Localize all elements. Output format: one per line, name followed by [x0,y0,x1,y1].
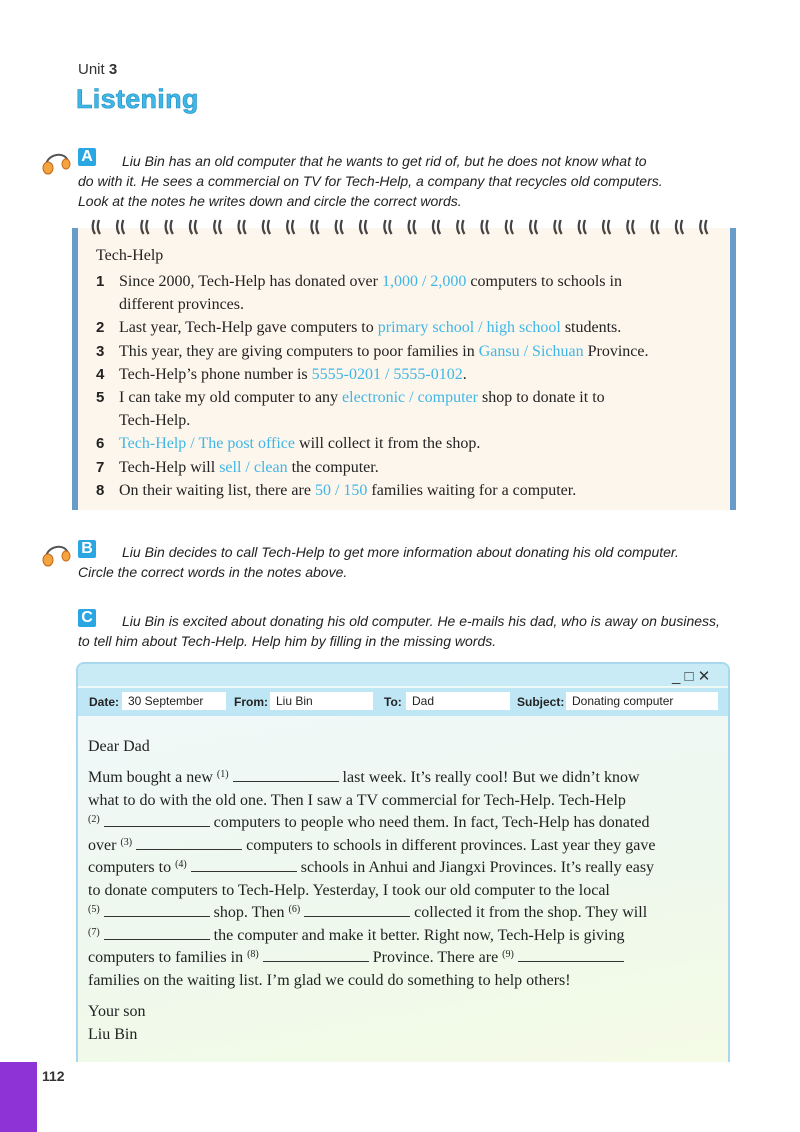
section-c-instruction-2: to tell him about Tech-Help. Help him by filling in the missing words. [78,633,497,649]
spiral-ring [627,220,634,234]
email-line: $^{(5)}$ shop. Then $^{(6)}$ collected it from the shop. They will [88,904,648,921]
headphones-icon [40,148,74,176]
email-line: to donate computers to Tech-Help. Yesterday, I took our old computer to the local [88,882,610,899]
answer-options[interactable]: sell / clean [219,458,288,476]
page-tab [0,1062,37,1132]
spiral-ring [506,220,513,234]
section-c-instruction-1: Liu Bin is excited about donating his old computer. He e-mails his dad, who is away on business, [122,613,720,629]
answer-options[interactable]: Tech-Help / The post office [119,435,296,453]
spiral-ring [336,220,343,234]
spiral-ring [603,220,610,234]
blank-2[interactable] [104,812,210,827]
section-a-badge: A [78,148,96,166]
spiral-ring [652,220,659,234]
section-a-instruction-3: Look at the notes he writes down and circle the correct words. [78,193,462,209]
section-a-instruction-2: do with it. He sees a commercial on TV for Tech-Help, a company that recycles old computers. [78,173,663,189]
subject-field[interactable]: Donating computer [566,692,718,710]
to-label: To: [384,695,402,709]
email-line: Mum bought a new $^{(1)}$ last week. It’s really cool! But we didn’t know [88,769,640,786]
email-line: computers to $^{(4)}$ schools in Anhui and Jiangxi Provinces. It’s really easy [88,859,655,876]
from-label: From: [234,695,268,709]
email-line: $^{(7)}$ the computer and make it better. Right now, Tech-Help is giving [88,927,625,944]
blank-5[interactable] [104,902,210,917]
section-b-badge: B [78,540,96,558]
blank-3[interactable] [136,835,242,850]
window-controls[interactable]: _ □ ✕ [672,668,711,685]
note-number: 8 [96,481,105,499]
spiral-ring [676,220,683,234]
note-number: 3 [96,342,105,360]
blank-8[interactable] [263,947,369,962]
spiral-ring [117,220,124,234]
spiral-ring [360,220,367,234]
spiral-ring [93,220,100,234]
spiral-ring [190,220,197,234]
spiral-ring [457,220,464,234]
section-b-instruction-2: Circle the correct words in the notes above. [78,564,348,580]
email-line: computers to families in $^{(8)}$ Province. There are $^{(9)}$ [88,947,624,970]
from-field[interactable]: Liu Bin [270,692,373,710]
note-number: 5 [96,389,105,406]
blank-4[interactable] [191,857,297,872]
notepad-title: Tech-Help [96,247,164,264]
note-number: 2 [96,319,105,337]
blank-7[interactable] [104,925,210,940]
spiral-ring [700,220,707,234]
blank-1[interactable] [233,767,339,782]
unit-label: Unit 3 [78,61,118,78]
answer-options[interactable]: primary school / high school [377,319,561,337]
email-line: families on the waiting list. I’m glad we could do something to help others! [88,972,571,989]
answer-options[interactable]: 5555-0201 / 5555-0102 [311,365,463,383]
note-number: 6 [96,435,105,453]
note-number: 4 [96,365,105,383]
date-label: Date: [89,695,120,709]
blank-9[interactable] [518,947,624,962]
answer-options[interactable]: Gansu / Sichuan [478,342,584,360]
headphones-icon [40,540,74,568]
email-greeting: Dear Dad [88,738,150,755]
section-c-badge: C [78,609,96,627]
answer-options[interactable]: 50 / 150 [314,481,368,499]
spiral-ring [530,220,537,234]
spiral-ring [554,220,561,234]
spiral-ring [166,220,173,234]
spiral-ring [141,220,148,234]
answer-options[interactable]: electronic / computer [342,389,478,406]
email-line: over $^{(3)}$ computers to schools in different provinces. Last year they gave [88,837,656,854]
email-line: $^{(2)}$ computers to people who need them. In fact, Tech-Help has donated [88,814,650,831]
spiral-ring [239,220,246,234]
spiral-ring [433,220,440,234]
spiral-ring [579,220,586,234]
blank-6[interactable] [304,902,410,917]
spiral-ring [287,220,294,234]
spiral-ring [409,220,416,234]
spiral-ring [214,220,221,234]
email-title-bar [78,664,728,686]
page-number: 112 [42,1068,65,1084]
email-signature: Liu Bin [88,1026,138,1043]
page-title: Listening [76,84,199,114]
to-field[interactable]: Dad [406,692,510,710]
date-field[interactable]: 30 September [122,692,226,710]
email-line: what to do with the old one. Then I saw a TV commercial for Tech-Help. Tech-Help [88,792,626,809]
spiral-ring [482,220,489,234]
email-signoff: Your son [88,1003,146,1020]
spiral-ring [311,220,318,234]
spiral-ring [263,220,270,234]
note-number: 7 [96,458,105,476]
section-a-instruction-1: Liu Bin has an old computer that he wants to get rid of, but he does not know what to [122,153,647,169]
section-b-instruction-1: Liu Bin decides to call Tech-Help to get more information about donating his old computer. [122,544,679,560]
note-number: 1 [96,273,105,290]
answer-options[interactable]: 1,000 / 2,000 [381,273,467,290]
subject-label: Subject: [517,695,565,709]
spiral-ring [384,220,391,234]
spiral-rings-icon [88,216,718,238]
